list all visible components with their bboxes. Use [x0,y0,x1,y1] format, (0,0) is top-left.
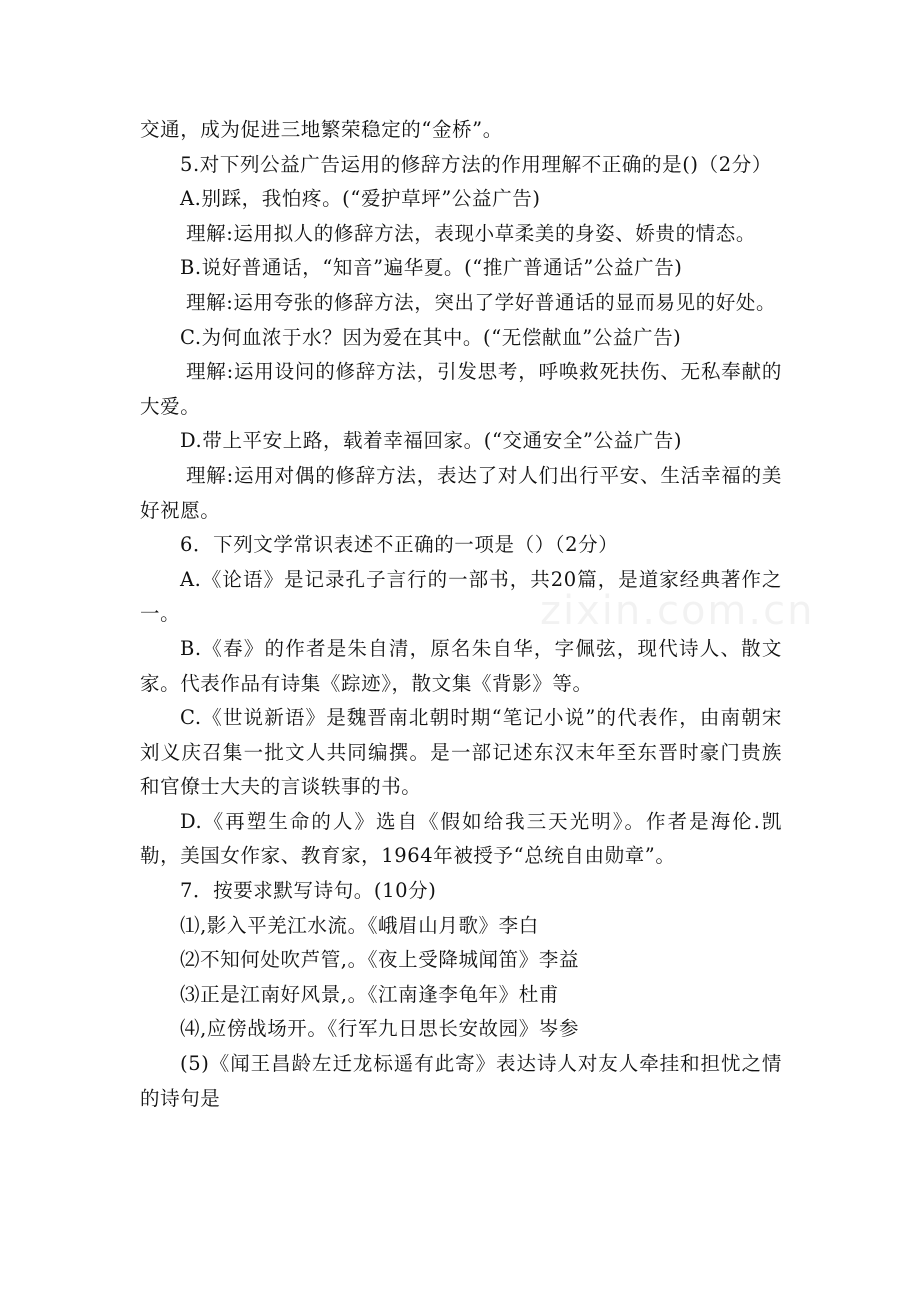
question-5-option-b-explanation: 理解:运用夸张的修辞方法，突出了学好普通话的显而易见的好处。 [186,290,777,314]
question-5-option-c-explanation: 理解:运用设问的修辞方法，引发思考，呼唤救死扶伤、无私奉献的大爱。 [140,360,782,418]
paragraph-line-0: 交通，成为促进三地繁荣稳定的“金桥”。 [140,118,503,141]
question-6-option-b: B.《春》的作者是朱自清，原名朱自华，字佩弦，现代诗人、散文家。代表作品有诗集《踪迹》，散文集《背影》等。 [140,636,782,695]
question-5-option-a: A.别踩，我怕疼。(“爱护草坪”公益广告) [180,187,541,211]
question-7-item-3: ⑶正是江南好风景,。《江南逢李龟年》杜甫 [180,982,559,1006]
question-5-stem: 5.对下列公益广告运用的修辞方法的作用理解不正确的是()（2分） [180,152,772,176]
question-6-option-a: A.《论语》是记录孔子言行的一部书，共20篇，是道家经典著作之一。 [140,567,782,626]
question-5-option-b: B.说好普通话，“知音”遍华夏。(“推广普通话”公益广告) [180,256,683,280]
question-6-option-c: C.《世说新语》是魏晋南北朝时期“笔记小说”的代表作，由南朝宋刘义庆召集一批文人共同编撰。是一部记述东汉末年至东晋时豪门贵族和官僚士大夫的言谈轶事的书。 [140,706,782,799]
question-7-item-5: (5)《闻王昌龄左迁龙标遥有此寄》表达诗人对友人牵挂和担忧之情的诗句是 [140,1052,782,1110]
question-7-item-4: ⑷,应傍战场开。《行军九日思长安故园》岑参 [180,1017,580,1041]
question-5-option-d-explanation: 理解:运用对偶的修辞方法，表达了对人们出行平安、生活幸福的美好祝愿。 [140,463,782,522]
question-7-stem: 7．按要求默写诗句。(10分) [180,879,437,903]
document-body [140,113,782,1116]
question-7-item-2: ⑵不知何处吹芦管,。《夜上受降城闻笛》李益 [180,948,580,972]
question-6-option-d: D.《再塑生命的人》选自《假如给我三天光明》。作者是海伦.凯勒，美国女作家、教育家，1964年被授予“总统自由勋章”。 [140,809,782,868]
question-5-option-c: C.为何血浓于水？因为爱在其中。(“无偿献血”公益广告) [180,325,682,349]
question-5-option-a-explanation: 理解:运用拟人的修辞方法，表现小草柔美的身姿、娇贵的情态。 [186,221,756,245]
watermark: zixin.com.cn [540,588,815,634]
question-5-option-d: D.带上平安上路，载着幸福回家。(“交通安全”公益广告) [180,429,683,453]
question-7-item-1: ⑴,影入平羌江水流。《峨眉山月歌》李白 [180,913,539,937]
question-6-stem: 6．下列文学常识表述不正确的一项是（）（2分） [180,533,619,557]
